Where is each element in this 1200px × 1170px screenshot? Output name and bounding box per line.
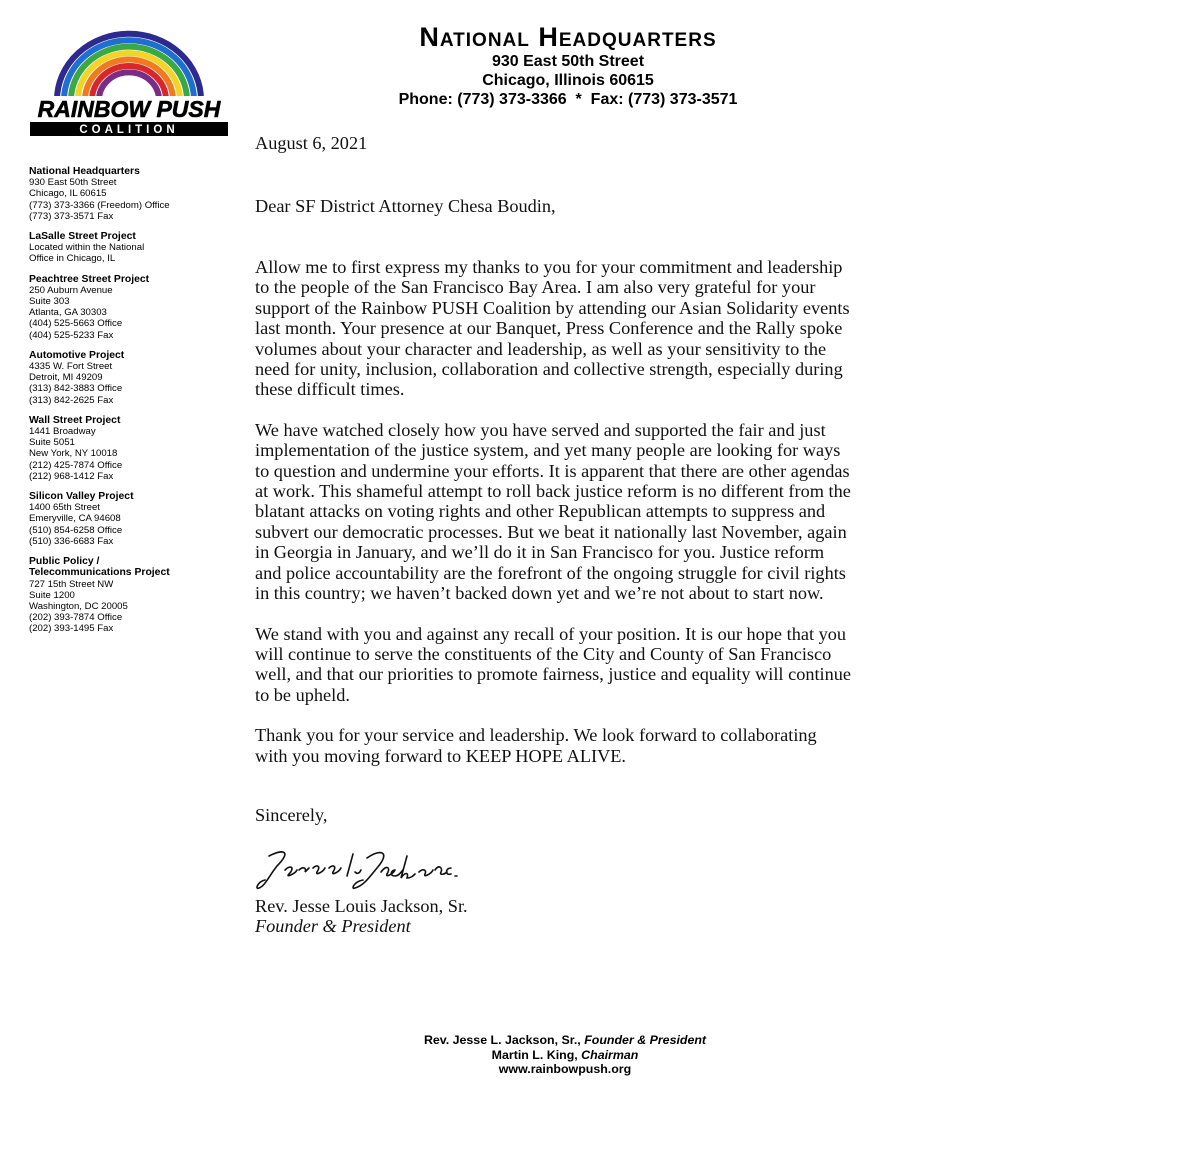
office-line: 250 Auburn Avenue (29, 284, 113, 296)
office-line: 4335 W. Fort Street (29, 361, 113, 373)
office-line: (773) 373-3571 Fax (29, 210, 114, 222)
office-line: Detroit, MI 49209 (29, 372, 103, 384)
letterhead (318, 22, 818, 109)
office-line: 1400 65th Street (29, 502, 100, 514)
logo-graphic (28, 22, 232, 142)
logo-subname: COALITION (79, 124, 179, 136)
office-title: Automotive Project (29, 349, 125, 361)
letter-date: August 6, 2021 (255, 133, 368, 153)
office-line: (510) 336-6683 Fax (29, 535, 114, 547)
office-line: Suite 303 (29, 296, 70, 308)
office-line: Chicago, IL 60615 (29, 188, 107, 200)
salutation: Dear SF District Attorney Chesa Boudin, (255, 196, 556, 216)
office-line: (313) 842-2625 Fax (29, 394, 114, 406)
logo-name: RAINBOW PUSH (37, 96, 221, 122)
office-title: Public Policy / Telecommunications Project (29, 556, 170, 579)
office-line: 930 East 50th Street (29, 177, 117, 189)
office-directory (29, 166, 234, 644)
office-line: 727 15th Street NW (29, 578, 114, 590)
office-block (29, 491, 234, 547)
office-line: Located within the National (29, 242, 145, 254)
hq-city: Chicago, Illinois 60615 (482, 72, 654, 89)
footer-founder-name: Rev. Jesse L. Jackson, Sr., (423, 1033, 581, 1047)
office-block (29, 350, 234, 406)
letter-paragraph: Thank you for your service and leadership. We look forward to collaborating with you moving forward to KEEP HOPE ALIVE. (255, 725, 817, 766)
signer-name: Rev. Jesse Louis Jackson, Sr. (255, 896, 468, 916)
office-line: (404) 525-5233 Fax (29, 329, 114, 341)
signature-scribble (255, 846, 465, 896)
office-line: Washington, DC 20005 (29, 600, 128, 612)
office-line: New York, NY 10018 (29, 448, 118, 460)
office-title: Silicon Valley Project (29, 491, 134, 503)
office-line: Emeryville, CA 94608 (29, 513, 121, 525)
footer (300, 1033, 830, 1077)
footer-chairman (300, 1048, 830, 1063)
office-block (29, 274, 234, 341)
closing: Sincerely, (255, 805, 328, 825)
office-title: Wall Street Project (29, 414, 121, 426)
footer-founder-title: Founder & President (584, 1033, 707, 1047)
office-line: (510) 854-6258 Office (29, 524, 123, 536)
office-line: (313) 842-3883 Office (29, 383, 123, 395)
office-block (29, 166, 234, 222)
hq-title: National Headquarters (419, 22, 717, 52)
rainbow-push-logo (28, 22, 232, 142)
office-line: Office in Chicago, IL (29, 253, 116, 265)
footer-website: www.rainbowpush.org (498, 1062, 632, 1077)
office-line: 1441 Broadway (29, 426, 96, 438)
office-line: (202) 393-1495 Fax (29, 623, 114, 635)
signer-title: Founder & President (255, 916, 411, 936)
letter-body (255, 257, 1035, 786)
office-line: Suite 5051 (29, 437, 75, 449)
office-line: (212) 968-1412 Fax (29, 470, 114, 482)
office-line: Atlanta, GA 30303 (29, 307, 107, 319)
office-title: LaSalle Street Project (29, 231, 136, 243)
letter-paragraph: We have watched closely how you have served and supported the fair and just implementation of the justice system, and yet many people are looking for ways to question and undermine your efforts. It is apparent that there are other agendas at work. This shameful attempt to roll back justice reform is no different from the blatant attacks on voting rights and other Republican attempts to suppress and subvert our democratic processes. But we beat it nationally last November, again in Georgia in January, and we’ll do it in San Francisco for you. Justice reform and police accountability are the forefront of the ongoing struggle for civil rights in this country; we haven’t backed down yet and we’re not about to start now. (255, 419, 851, 604)
office-line: (404) 525-5663 Office (29, 318, 123, 330)
footer-chair-title: Chairman (581, 1047, 639, 1062)
letter-paragraph: We stand with you and against any recall of your position. It is our hope that you will continue to serve the constituents of the City and County of San Francisco well, and that our priorities to promote fairness, justice and equality will continue to be upheld. (255, 623, 852, 705)
hq-phone: Phone: (773) 373-3366 * Fax: (773) 373-3571 (398, 91, 738, 108)
office-block (29, 556, 234, 634)
office-title: Peachtree Street Project (29, 273, 150, 285)
office-line: (202) 393-7874 Office (29, 612, 123, 624)
office-line: Suite 1200 (29, 589, 75, 601)
hq-street: 930 East 50th Street (491, 53, 645, 70)
footer-founder (300, 1033, 830, 1048)
office-line: (773) 373-3366 (Freedom) Office (29, 199, 170, 211)
letter-paragraph: Allow me to first express my thanks to you for your commitment and leadership to the people of the San Francisco Bay Area. I am also very grateful for your support of the Rainbow PUSH Coalition by attending our Asian Solidarity events last month. Your presence at our Banquet, Press Conference and the Rally spoke volumes about your character and leadership, as well as your sensitivity to the need for unity, inclusion, collaboration and collective strength, especially during these difficult times. (255, 257, 850, 400)
office-line: (212) 425-7874 Office (29, 459, 123, 471)
office-block (29, 415, 234, 482)
office-block (29, 231, 234, 265)
office-title: National Headquarters (29, 166, 140, 177)
footer-chair-name: Martin L. King, (491, 1047, 578, 1062)
signature (255, 846, 465, 896)
